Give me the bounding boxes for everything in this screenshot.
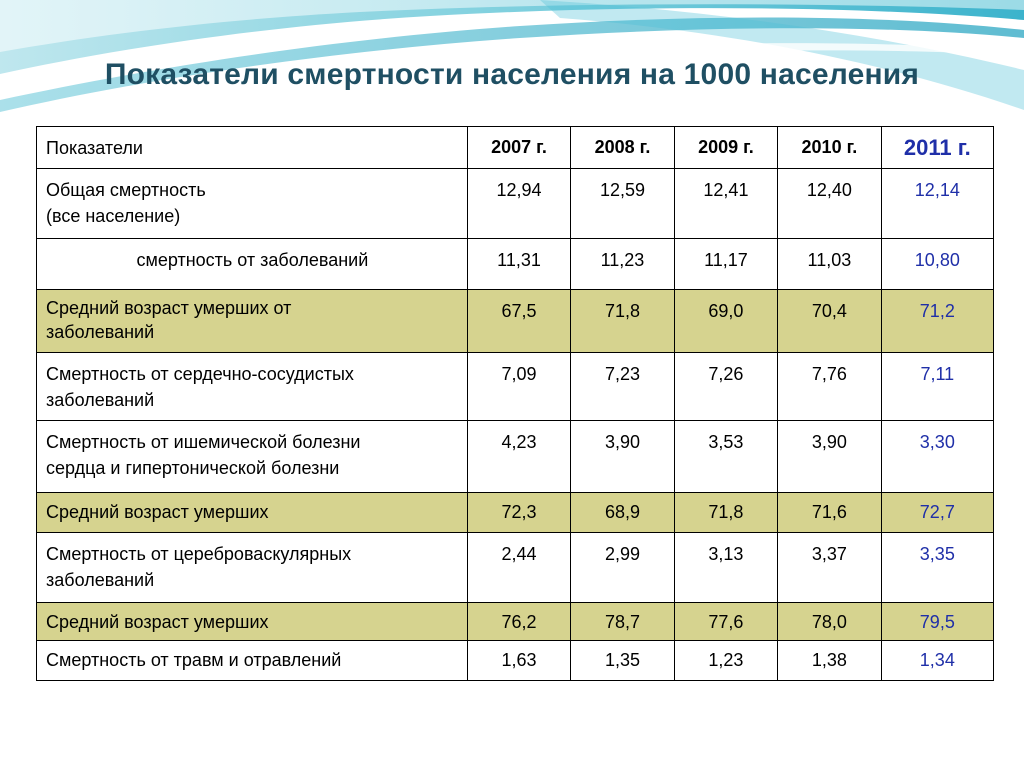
row-label-line: Смертность от травм и отравлений	[46, 650, 342, 670]
row-label-line: (все население)	[46, 206, 181, 226]
header-year-2010: 2010 г.	[778, 127, 881, 169]
value-cell: 2,99	[571, 533, 674, 603]
row-label-line: Общая смертность	[46, 180, 206, 200]
value-cell: 71,8	[571, 290, 674, 353]
row-label-line: Средний возраст умерших от	[46, 298, 292, 318]
value-cell: 7,26	[674, 353, 777, 421]
row-label-line: сердца и гипертонической болезни	[46, 458, 340, 478]
value-cell-2011: 71,2	[881, 290, 993, 353]
value-cell: 2,44	[467, 533, 570, 603]
row-label-line: заболеваний	[46, 570, 155, 590]
table-row	[37, 421, 994, 493]
value-cell: 3,37	[778, 533, 881, 603]
value-cell: 69,0	[674, 290, 777, 353]
row-label-cell	[37, 641, 468, 681]
value-cell: 3,90	[778, 421, 881, 493]
page-title: Показатели смертности населения на 1000 населения	[104, 58, 920, 91]
row-label-cell	[37, 603, 468, 641]
table-header-row	[37, 127, 994, 169]
value-cell: 71,8	[674, 493, 777, 533]
table-row	[37, 493, 994, 533]
value-cell: 77,6	[674, 603, 777, 641]
table-row	[37, 353, 994, 421]
mortality-table	[36, 126, 994, 681]
value-cell-2011: 10,80	[881, 239, 993, 290]
row-label-cell	[37, 493, 468, 533]
table-row	[37, 239, 994, 290]
value-cell: 1,23	[674, 641, 777, 681]
row-label-cell	[37, 239, 468, 290]
row-label-line: Средний возраст умерших	[46, 502, 269, 522]
table-row	[37, 290, 994, 353]
value-cell: 11,31	[467, 239, 570, 290]
value-cell-2011: 79,5	[881, 603, 993, 641]
value-cell-2011: 12,14	[881, 169, 993, 239]
value-cell: 12,59	[571, 169, 674, 239]
row-label-line: Смертность от сердечно-сосудистых	[46, 364, 354, 384]
value-cell: 78,0	[778, 603, 881, 641]
value-cell: 70,4	[778, 290, 881, 353]
value-cell: 71,6	[778, 493, 881, 533]
row-label-line: смертность от заболеваний	[136, 250, 369, 270]
row-label-cell	[37, 290, 468, 353]
value-cell: 12,41	[674, 169, 777, 239]
value-cell: 7,76	[778, 353, 881, 421]
value-cell: 3,90	[571, 421, 674, 493]
header-year-2008: 2008 г.	[571, 127, 674, 169]
value-cell: 1,38	[778, 641, 881, 681]
value-cell: 72,3	[467, 493, 570, 533]
header-year-2007: 2007 г.	[467, 127, 570, 169]
table-row	[37, 641, 994, 681]
value-cell: 7,23	[571, 353, 674, 421]
row-label-cell	[37, 169, 468, 239]
value-cell-2011: 72,7	[881, 493, 993, 533]
value-cell: 1,63	[467, 641, 570, 681]
header-year-2009: 2009 г.	[674, 127, 777, 169]
value-cell: 7,09	[467, 353, 570, 421]
value-cell: 76,2	[467, 603, 570, 641]
value-cell-2011: 3,30	[881, 421, 993, 493]
value-cell: 1,35	[571, 641, 674, 681]
value-cell: 67,5	[467, 290, 570, 353]
value-cell: 3,13	[674, 533, 777, 603]
table-row	[37, 533, 994, 603]
value-cell: 11,03	[778, 239, 881, 290]
row-label-cell	[37, 353, 468, 421]
value-cell: 11,23	[571, 239, 674, 290]
value-cell: 4,23	[467, 421, 570, 493]
value-cell-2011: 1,34	[881, 641, 993, 681]
header-year-2011: 2011 г.	[881, 127, 993, 169]
row-label-line: заболеваний	[46, 322, 155, 342]
value-cell: 3,53	[674, 421, 777, 493]
value-cell: 12,94	[467, 169, 570, 239]
value-cell: 11,17	[674, 239, 777, 290]
row-label-line: заболеваний	[46, 390, 155, 410]
value-cell: 68,9	[571, 493, 674, 533]
row-label-line: Средний возраст умерших	[46, 612, 269, 632]
header-label-cell: Показатели	[37, 127, 468, 169]
value-cell: 78,7	[571, 603, 674, 641]
row-label-line: Смертность от цереброваскулярных	[46, 544, 352, 564]
table-row	[37, 169, 994, 239]
value-cell-2011: 3,35	[881, 533, 993, 603]
row-label-cell	[37, 421, 468, 493]
row-label-cell	[37, 533, 468, 603]
value-cell: 12,40	[778, 169, 881, 239]
row-label-line: Смертность от ишемической болезни	[46, 432, 361, 452]
table-row	[37, 603, 994, 641]
value-cell-2011: 7,11	[881, 353, 993, 421]
